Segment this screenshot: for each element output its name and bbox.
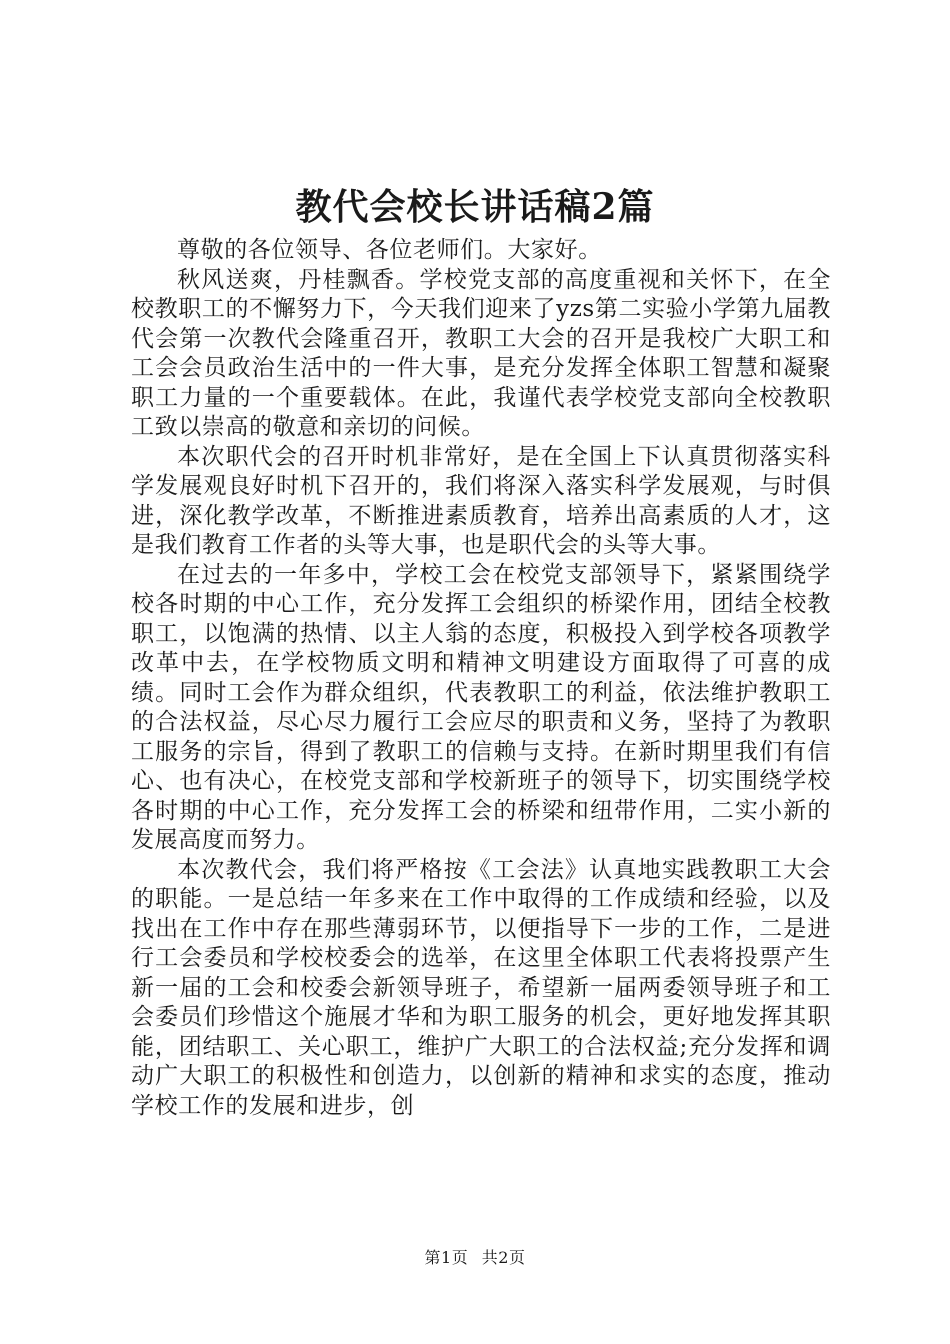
paragraph: 本次教代会，我们将严格按《工会法》认真地实践教职工大会的职能。一是总结一年多来在工作中取得的工作成绩和经验，以及找出在工作中存在那些薄弱环节，以便指导下一步的工作，二是进行工会委员和学校校委会的选举，在这里全体职工代表将投票产生新一届的工会和校委会新领导班子，希望新一届两委领导班子和工会委员们珍惜这个施展才华和为职工服务的机会，更好地发挥其职能，团结职工、关心职工，维护广大职工的合法权益;充分发挥和调动广大职工的积极性和创造力，以创新的精神和求实的态度，推动学校工作的发展和进步，创 bbox=[131, 856, 831, 1119]
document-title: 教代会校长讲话稿2篇 bbox=[295, 186, 655, 228]
paragraph: 尊敬的各位领导、各位老师们。大家好。 bbox=[177, 237, 602, 263]
page-total: 共2页 bbox=[481, 1248, 526, 1267]
page-footer bbox=[0, 1247, 950, 1269]
paragraph: 本次职代会的召开时机非常好，是在全国上下认真贯彻落实科学发展观良好时机下召开的，我们将深入落实科学发展观，与时俱进，深化教学改革，不断推进素质教育，培养出高素质的人才，这是我们教育工作者的头等大事，也是职代会的头等大事。 bbox=[131, 443, 831, 558]
paragraph: 秋风送爽，丹桂飘香。学校党支部的高度重视和关怀下，在全校教职工的不懈努力下，今天我们迎来了yzs第二实验小学第九届教代会第一次教代会隆重召开，教职工大会的召开是我校广大职工和工会会员政治生活中的一件大事，是充分发挥全体职工智慧和凝聚职工力量的一个重要载体。在此，我谨代表学校党支部向全校教职工致以崇高的敬意和亲切的问候。 bbox=[131, 266, 831, 440]
document-body bbox=[131, 236, 831, 1121]
paragraph: 在过去的一年多中，学校工会在校党支部领导下，紧紧围绕学校各时期的中心工作，充分发挥工会组织的桥梁作用，团结全校教职工，以饱满的热情、以主人翁的态度，积极投入到学校各项教学改革中去，在学校物质文明和精神文明建设方面取得了可喜的成绩。同时工会作为群众组织，代表教职工的利益，依法维护教职工的合法权益，尽心尽力履行工会应尽的职责和义务，坚持了为教职工服务的宗旨，得到了教职工的信赖与支持。在新时期里我们有信心、也有决心，在校党支部和学校新班子的领导下，切实围绕学校各时期的中心工作，充分发挥工会的桥梁和纽带作用，二实小新的发展高度而努力。 bbox=[131, 561, 831, 853]
page-number: 第1页 bbox=[424, 1248, 469, 1267]
